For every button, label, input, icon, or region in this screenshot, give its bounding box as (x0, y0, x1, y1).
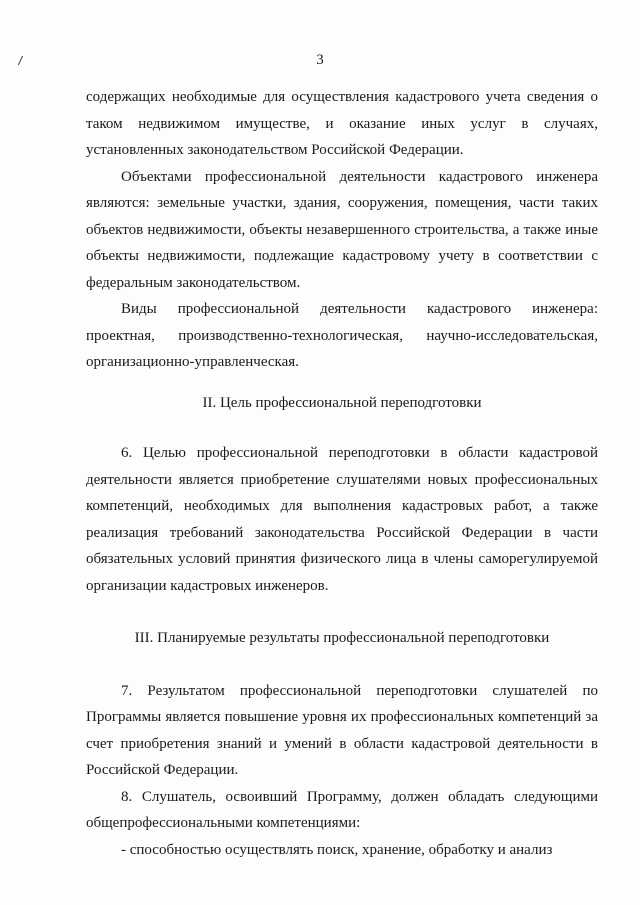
page-number: 3 (316, 52, 324, 68)
page-body (86, 84, 598, 863)
section-heading-results: III. Планируемые результаты профессиональной переподготовки (134, 630, 550, 646)
paragraph-continuation: содержащих необходимые для осуществления кадастрового учета сведения о таком недвижимом имуществе, и оказание иных услуг в случаях, установленных законодательством Российской Федерации. (86, 89, 598, 158)
paragraph-competence-1: - способностью осуществлять поиск, хранение, обработку и анализ (121, 841, 553, 858)
paragraph-activity-types: Виды профессиональной деятельности кадастрового инженера: проектная, производственно-технологическая, научно-исследовательская, организационно-управленческая. (86, 301, 598, 370)
paragraph-objects: Объектами профессиональной деятельности кадастрового инженера являются: земельные участки, здания, сооружения, помещения, части таких объектов недвижимости, объекты незавершенного строительства, а также иные объекты недвижимости, подлежащие кадастровому учету в соответствии с федеральным законодательством. (86, 168, 598, 291)
section-heading-goal: II. Цель профессиональной переподготовки (202, 394, 482, 411)
paragraph-item-7: 7. Результатом профессиональной переподготовки слушателей по Программы является повышение уровня их профессиональных компетенций за счет приобретения знаний и умений в области кадастровой деятельности в Российской Федерации. (86, 682, 598, 778)
paragraph-item-6: 6. Целью профессиональной переподготовки в области кадастровой деятельности является приобретение слушателями новых профессиональных компетенций, необходимых для выполнения кадастровых работ, а также реализация требований законодательства Российской Федерации в части обязательных условий принятия физического лица в члены саморегулируемой организации кадастровых инженеров. (86, 445, 598, 594)
paragraph-item-8: 8. Слушатель, освоивший Программу, должен обладать следующими общепрофессиональными компетенциями: (86, 788, 598, 831)
